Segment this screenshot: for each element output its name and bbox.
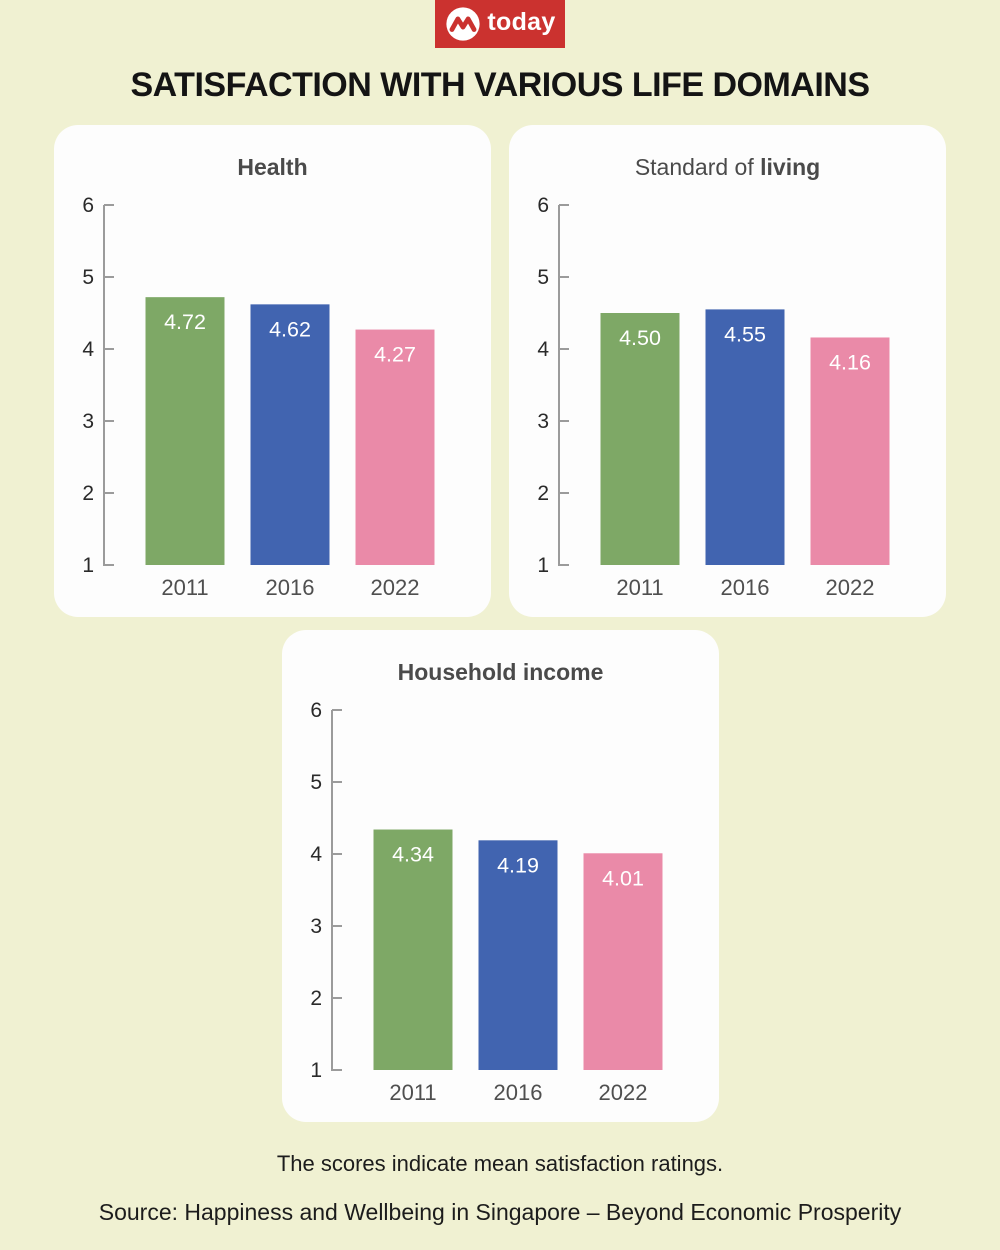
x-category-label: 2016	[720, 575, 770, 601]
charts-row-bottom	[0, 630, 1000, 1122]
today-logo	[435, 0, 565, 48]
x-category-label: 2016	[265, 575, 315, 601]
y-tick-label: 4	[309, 843, 322, 867]
bar-chart-svg	[54, 125, 491, 617]
y-tick-label: 5	[82, 266, 94, 290]
chart-card-standard-of-living	[509, 125, 946, 617]
x-category-label: 2022	[598, 1080, 647, 1106]
x-category-label: 2011	[161, 575, 209, 601]
logo-text: today	[487, 8, 556, 36]
y-tick-label: 6	[82, 194, 94, 218]
y-tick-label: 2	[82, 482, 94, 506]
x-category-label: 2022	[370, 575, 420, 601]
y-tick-label: 1	[82, 554, 94, 578]
bar-chart-svg	[282, 630, 719, 1122]
y-tick-label: 3	[537, 410, 549, 434]
bar-value-label: 4.55	[724, 322, 766, 347]
y-tick-label: 3	[309, 915, 322, 939]
bar-value-label: 4.34	[391, 842, 434, 867]
y-tick-label: 5	[309, 771, 322, 795]
y-tick-label: 1	[309, 1059, 322, 1083]
x-category-label: 2011	[616, 575, 664, 601]
chart-card-health	[54, 125, 491, 617]
y-tick-label: 2	[309, 987, 322, 1011]
y-tick-label: 5	[537, 266, 549, 290]
chart-title: Household income	[397, 659, 603, 686]
bar-2016	[706, 310, 785, 566]
bar-2011	[601, 313, 680, 565]
y-tick-label: 4	[537, 338, 549, 362]
x-category-label: 2016	[493, 1080, 542, 1106]
bar-value-label: 4.16	[829, 350, 871, 375]
y-tick-label: 4	[82, 338, 94, 362]
bar-value-label: 4.72	[164, 310, 206, 335]
chart-card-household-income	[282, 630, 719, 1122]
y-tick-label: 1	[537, 554, 549, 578]
y-tick-label: 6	[309, 699, 322, 723]
x-category-label: 2022	[825, 575, 875, 601]
bar-2016	[251, 305, 330, 566]
charts-row-top	[0, 125, 1000, 617]
bar-2011	[146, 298, 225, 566]
y-tick-label: 2	[537, 482, 549, 506]
chart-title: Standard of living	[634, 154, 821, 181]
x-category-label: 2011	[388, 1080, 437, 1106]
bar-value-label: 4.62	[269, 317, 311, 342]
chart-title: Health	[237, 154, 308, 181]
bar-value-label: 4.01	[601, 866, 644, 891]
y-tick-label: 3	[82, 410, 94, 434]
source-text: Source: Happiness and Wellbeing in Singapore – Beyond Economic Prosperity	[98, 1198, 902, 1225]
note-text: The scores indicate mean satisfaction ratings.	[276, 1151, 724, 1177]
y-tick-label: 6	[537, 194, 549, 218]
bar-value-label: 4.50	[619, 326, 661, 351]
bar-value-label: 4.27	[374, 342, 416, 367]
bar-value-label: 4.19	[496, 853, 539, 878]
mediacorp-m-icon	[444, 5, 482, 43]
page-title: SATISFACTION WITH VARIOUS LIFE DOMAINS	[130, 66, 870, 104]
bar-chart-svg	[509, 125, 946, 617]
